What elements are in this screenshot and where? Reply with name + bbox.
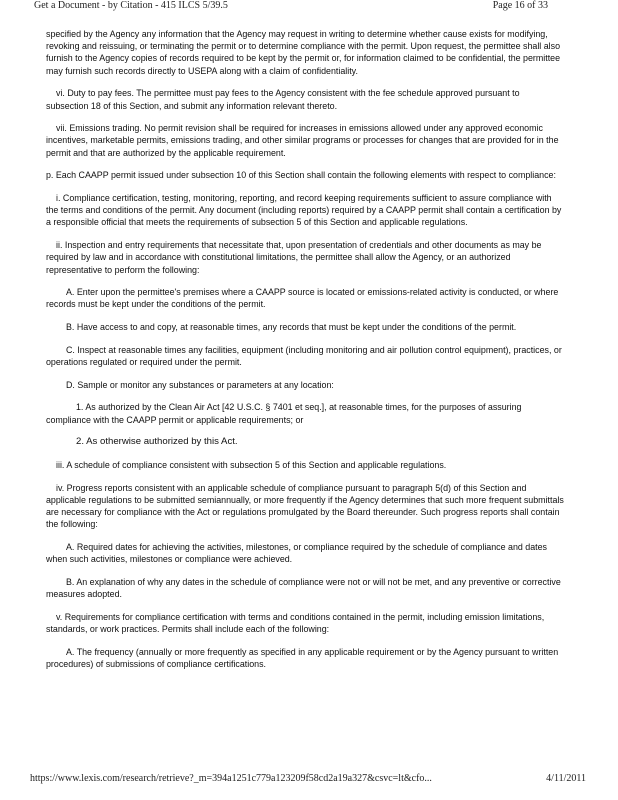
paragraph-ii-d-2: 2. As otherwise authorized by this Act. (76, 436, 238, 448)
paragraph-ii-b: B. Have access to and copy, at reasonable times, any records that must be kept under the conditions of the permit. (66, 322, 517, 333)
document-body (46, 28, 564, 681)
paragraph-p-compliance: p. Each CAAPP permit issued under subsection 10 of this Section shall contain the following elements with respect to compliance: (46, 170, 556, 181)
print-date: 4/11/2011 (546, 773, 586, 784)
page-footer (30, 773, 586, 787)
paragraph-i-certification: i. Compliance certification, testing, monitoring, reporting, and record keeping requirements sufficient to assure compliance with the terms and conditions of the permit. Any document (including reports) required by a CAAPP permit shall contain a certification by a responsible official that meets the requirements of subsection 5 of this Section and applicable regulations. (46, 193, 562, 228)
document-title: Get a Document - by Citation - 415 ILCS 5/39.5 (34, 0, 228, 11)
paragraph-iv-progress-reports: iv. Progress reports consistent with an applicable schedule of compliance pursuant to paragraph 5(d) of this Section and applicable regulations to be submitted semiannually, or more frequently if the Agency determines that such more frequent submittals are necessary for compliance with the Act or regulations promulgated by the Board thereunder. Such progress reports shall contain the following: (46, 482, 564, 530)
page-header (0, 0, 618, 16)
source-url: https://www.lexis.com/research/retrieve?_m=394a1251c779a123209f58cd2a19a327&csvc=lt&cfo... (30, 773, 432, 784)
page-number: Page 16 of 33 (492, 0, 548, 11)
paragraph-vi-fees: vi. Duty to pay fees. The permittee must pay fees to the Agency consistent with the fee schedule approved pursuant to subsection 18 of this Section, and submit any information relevant thereto. (46, 88, 520, 111)
paragraph-continuation: specified by the Agency any information that the Agency may request in writing to determine whether cause exists for modifying, revoking and reissuing, or terminating the permit or to determine compliance with the permit. Upon request, the permittee shall also furnish to the Agency copies of records required to be kept by the permit or, for information claimed to be confidential, the permittee may furnish such records directly to USEPA along with a claim of confidentiality. (46, 29, 561, 76)
paragraph-ii-inspection: ii. Inspection and entry requirements that necessitate that, upon presentation of credentials and other documents as may be required by law and in accordance with constitutional limitations, the permittee shall allow the Agency, or an authorized representative to perform the following: (46, 240, 542, 275)
paragraph-iv-a: A. Required dates for achieving the activities, milestones, or compliance required by the schedule of compliance and dates when such activities, milestones or compliance were achieved. (46, 542, 547, 565)
paragraph-ii-d: D. Sample or monitor any substances or parameters at any location: (66, 379, 334, 390)
paragraph-vii-emissions-trading: vii. Emissions trading. No permit revision shall be required for increases in emissions allowed under any approved economic incentives, marketable permits, emissions trading, and other similar programs or processes for changes that are provided for in the permit and that are authorized by the applicable requirement. (46, 123, 559, 158)
paragraph-v-a: A. The frequency (annually or more frequently as specified in any applicable requirement or by the Agency pursuant to written procedures) of submissions of compliance certifications. (46, 646, 559, 670)
paragraph-ii-c: C. Inspect at reasonable times any facilities, equipment (including monitoring and air pollution control equipment), practices, or operations regulated or required under the permit. (46, 344, 562, 368)
paragraph-v-certification: v. Requirements for compliance certification with terms and conditions contained in the permit, including emission limitations, standards, or work practices. Permits shall include each of the following: (46, 611, 545, 635)
paragraph-iv-b: B. An explanation of why any dates in the schedule of compliance were not or will not be met, and any preventive or corrective measures adopted. (46, 577, 561, 600)
paragraph-ii-d-1: 1. As authorized by the Clean Air Act [42 U.S.C. § 7401 et seq.], at reasonable times, for the purposes of assuring compliance with the CAAPP permit or applicable requirements; or (46, 402, 522, 425)
paragraph-ii-a: A. Enter upon the permittee's premises where a CAAPP source is located or emissions-related activity is conducted, or where records must be kept under the conditions of the permit. (46, 287, 559, 310)
paragraph-iii-schedule: iii. A schedule of compliance consistent with subsection 5 of this Section and applicable regulations. (56, 460, 447, 471)
